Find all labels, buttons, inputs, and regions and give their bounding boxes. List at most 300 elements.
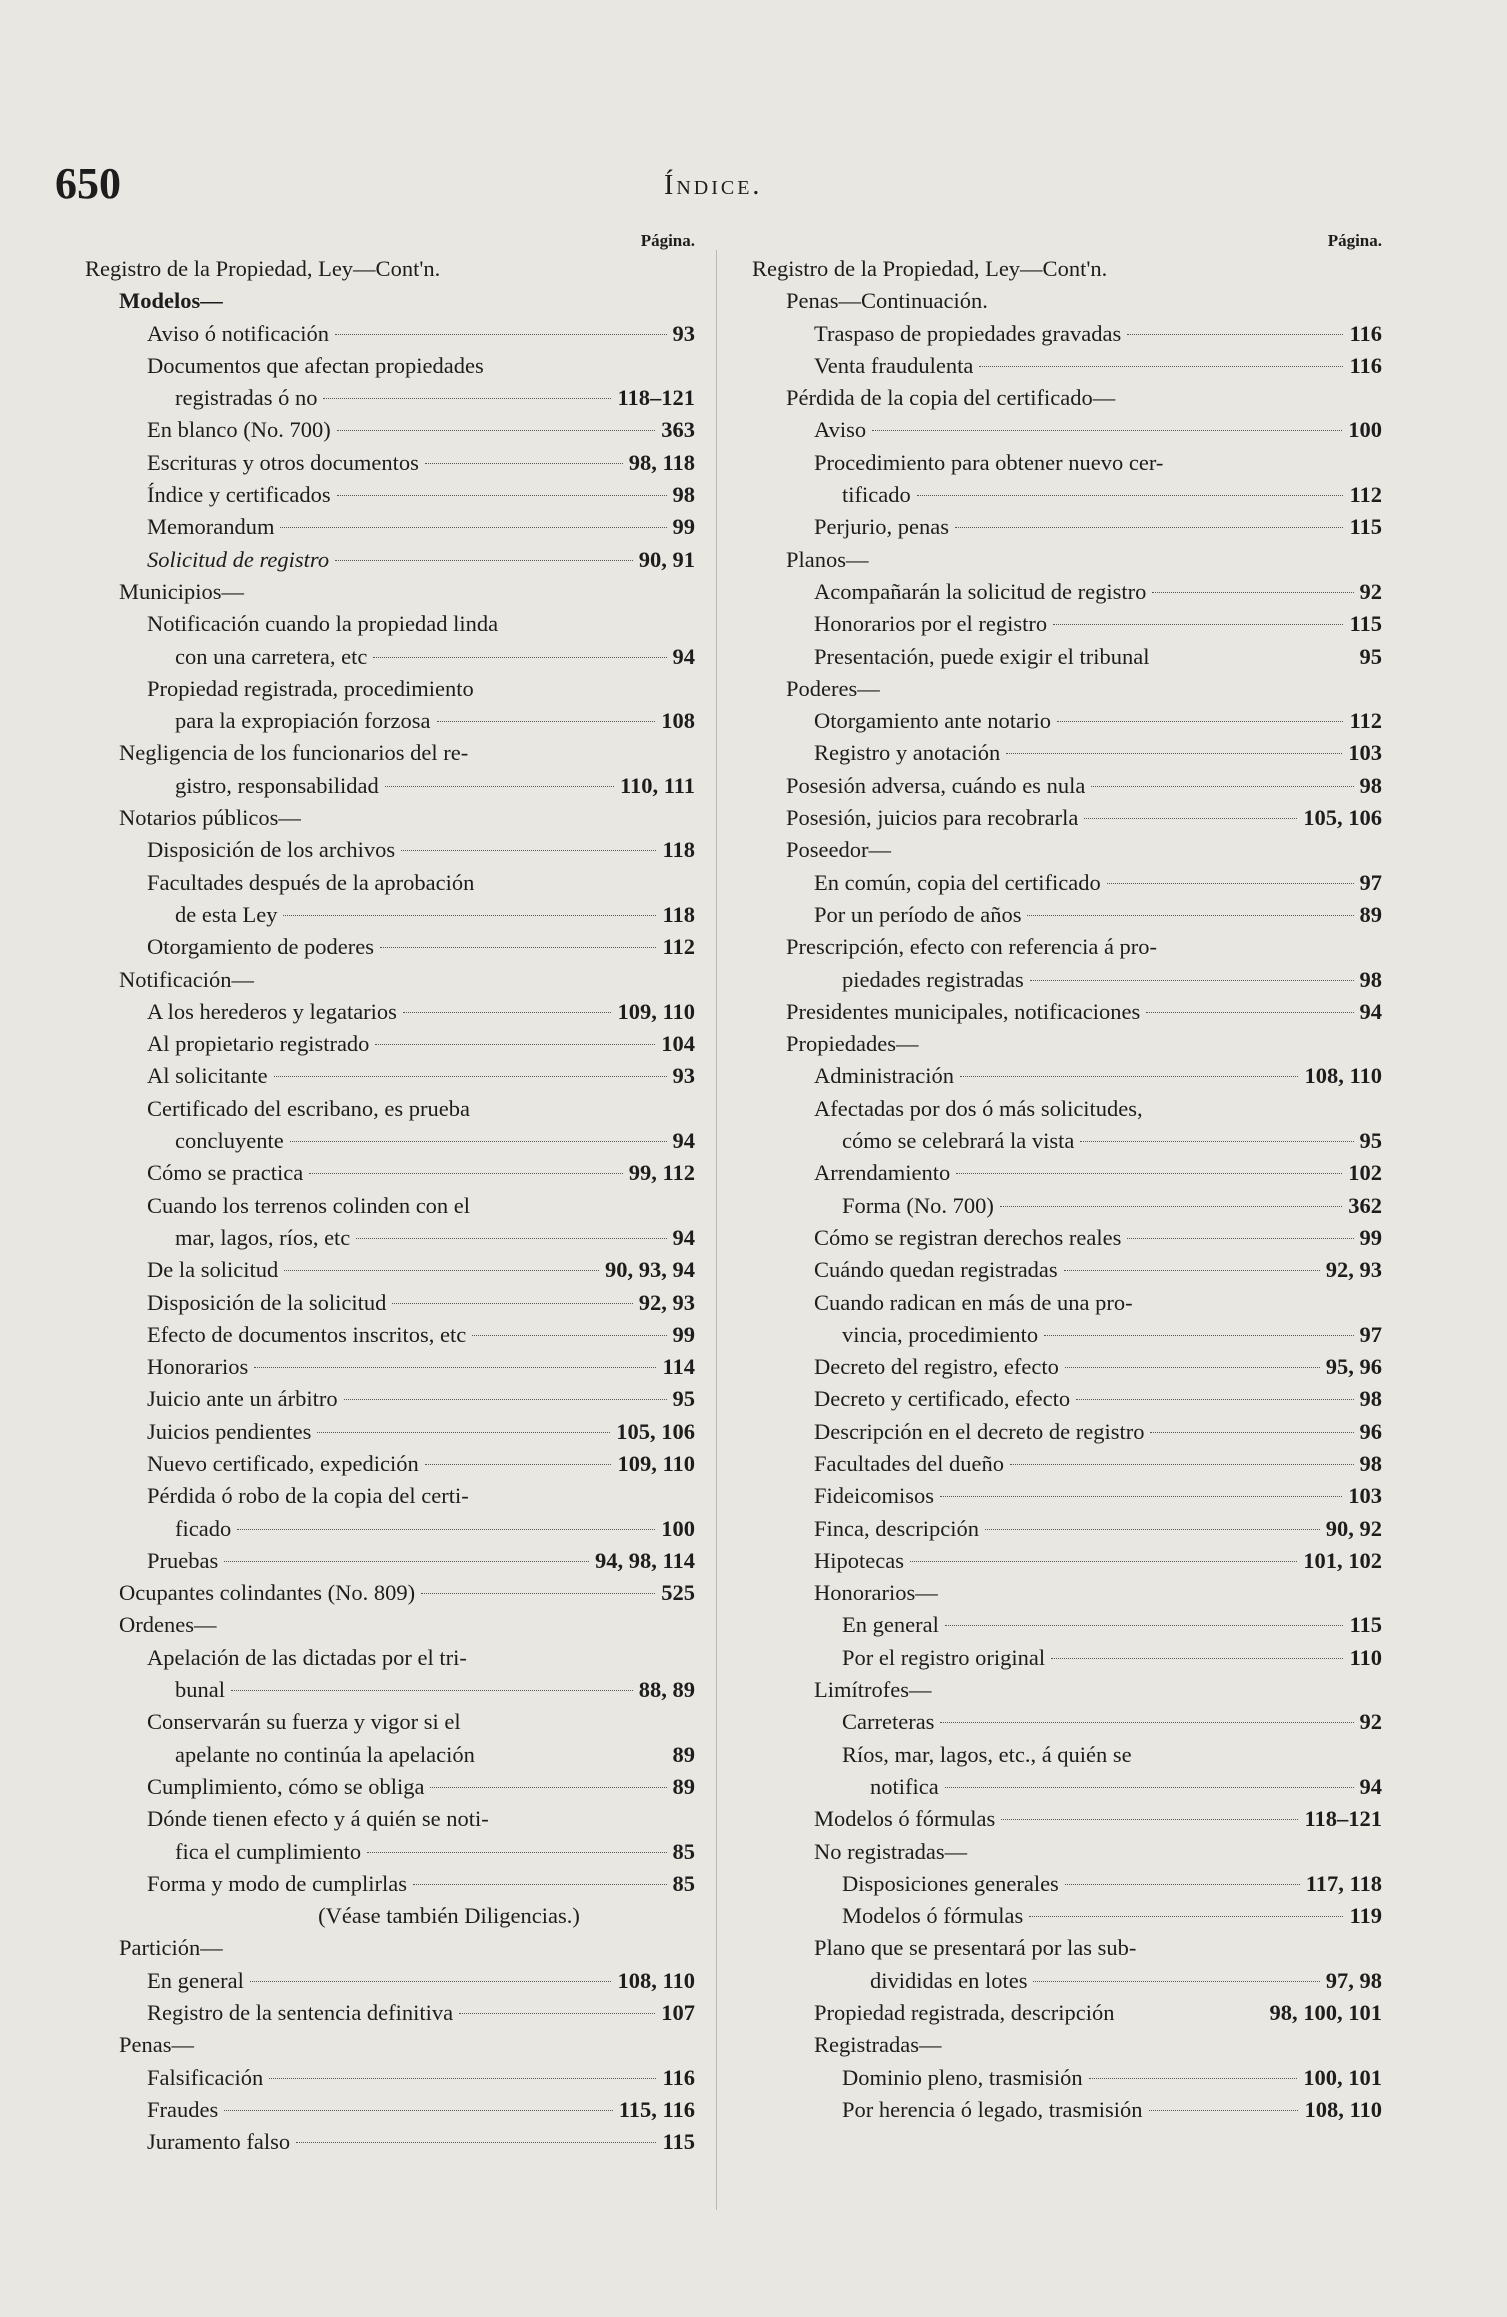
index-entry-pages: 101, 102 (1303, 1547, 1382, 1573)
dot-leader (284, 1270, 599, 1271)
index-entry (752, 1609, 1382, 1641)
dot-leader (1000, 1206, 1342, 1207)
index-entry (85, 1997, 695, 2029)
dot-leader (1064, 1270, 1320, 1271)
index-entry-pages: 90, 92 (1325, 1515, 1382, 1541)
dot-leader (979, 366, 1343, 367)
index-entry (752, 996, 1382, 1028)
dot-leader (956, 1173, 1342, 1174)
index-entry-text: Negligencia de los funcionarios del re- (119, 740, 469, 766)
index-entry-pages: 108, 110 (1304, 1063, 1382, 1089)
index-entry (752, 899, 1382, 931)
dot-leader (430, 1787, 666, 1788)
index-entry-pages: 108 (661, 708, 695, 734)
dot-leader (945, 1787, 1354, 1788)
index-entry-pages: 97 (1359, 1321, 1382, 1347)
dot-leader (337, 430, 656, 431)
index-entry-text: Otorgamiento ante notario (814, 708, 1052, 734)
index-entry-text: Modelos ó fórmulas (814, 1806, 996, 1832)
index-entry (752, 1319, 1382, 1351)
index-entry (85, 1836, 695, 1868)
index-entry (752, 318, 1382, 350)
index-entry-pages: 98, 100, 101 (1269, 2000, 1382, 2026)
dot-leader (335, 334, 666, 335)
index-entry (85, 285, 695, 317)
index-entry-pages: 110 (1349, 1644, 1382, 1670)
index-entry (85, 1480, 695, 1512)
dot-leader (237, 1529, 655, 1530)
index-entry-pages: 112 (1349, 708, 1382, 734)
dot-leader (1089, 2078, 1298, 2079)
index-entry-text: Fraudes (147, 2096, 219, 2122)
dot-leader (1010, 1464, 1354, 1465)
index-entry (752, 1093, 1382, 1125)
dot-leader (1076, 1399, 1353, 1400)
dot-leader (1065, 1884, 1300, 1885)
index-entries-left (85, 253, 695, 2159)
dot-leader (269, 2078, 656, 2079)
index-entry (85, 1965, 695, 1997)
index-entry-pages: 105, 106 (1303, 805, 1382, 831)
index-entry-pages: 85 (672, 1870, 695, 1896)
index-entry-pages: 116 (662, 2064, 695, 2090)
index-entry-text: Certificado del escribano, es prueba (147, 1095, 470, 1121)
index-entry (752, 1125, 1382, 1157)
index-entry-pages: 88, 89 (638, 1677, 695, 1703)
index-entry-pages: 108, 110 (1304, 2096, 1382, 2122)
index-entry-text: Efecto de documentos inscritos, etc (147, 1321, 467, 1347)
index-entry (85, 544, 695, 576)
index-entry-text: Por un período de años (814, 901, 1022, 927)
index-entry-pages: 92 (1359, 1709, 1382, 1735)
index-entry (85, 1383, 695, 1415)
index-entry (85, 1739, 695, 1771)
index-entry (752, 770, 1382, 802)
index-entry (85, 996, 695, 1028)
index-entry-text: Penas— (119, 2032, 194, 2058)
index-entry (85, 673, 695, 705)
index-entry (85, 2029, 695, 2061)
index-entry-pages: 94 (1359, 1773, 1382, 1799)
index-entry (752, 576, 1382, 608)
index-entry-pages: 94 (1359, 998, 1382, 1024)
index-entry-pages: 95, 96 (1325, 1354, 1382, 1380)
index-entry-text: Descripción en el decreto de registro (814, 1418, 1145, 1444)
index-entry-text: Presentación, puede exigir el tribunal (814, 643, 1150, 669)
index-entry (752, 350, 1382, 382)
index-entry-text: piedades registradas (842, 966, 1024, 992)
dot-leader (1127, 334, 1343, 335)
dot-leader (296, 2142, 656, 2143)
dot-leader (960, 1076, 1299, 1077)
index-entry (85, 2094, 695, 2126)
index-entry-pages: 104 (661, 1031, 695, 1057)
index-entry-text: En general (842, 1612, 939, 1638)
index-entry (752, 2062, 1382, 2094)
dot-leader (940, 1722, 1353, 1723)
index-entry-text: Índice y certificados (147, 482, 331, 508)
index-entry (85, 1674, 695, 1706)
index-entry-text: registradas ó no (175, 385, 318, 411)
dot-leader (1065, 1367, 1320, 1368)
index-entry-text: Nuevo certificado, expedición (147, 1450, 419, 1476)
index-entry (85, 1157, 695, 1189)
dot-leader (1127, 1238, 1353, 1239)
index-entry-pages: 85 (672, 1838, 695, 1864)
index-entry (752, 1383, 1382, 1415)
index-entry-text: A los herederos y legatarios (147, 998, 397, 1024)
index-entry-pages: 99 (672, 514, 695, 540)
dot-leader (1027, 915, 1353, 916)
index-entry-text: Partición— (119, 1935, 223, 1961)
dot-leader (1051, 1658, 1343, 1659)
index-entry-text: Cuando radican en más de una pro- (814, 1289, 1133, 1315)
index-entry-text: Propiedad registrada, procedimiento (147, 675, 474, 701)
index-entry-pages: 98 (1359, 1450, 1382, 1476)
dot-leader (224, 1561, 589, 1562)
dot-leader (1001, 1819, 1298, 1820)
index-entry (85, 1545, 695, 1577)
index-entry (85, 253, 695, 285)
index-entry-pages: 96 (1359, 1418, 1382, 1444)
index-entry (752, 2029, 1382, 2061)
index-entry (752, 1868, 1382, 1900)
dot-leader (274, 1076, 667, 1077)
index-entry (752, 1513, 1382, 1545)
index-entry (85, 350, 695, 382)
index-entry-pages: 116 (1349, 320, 1382, 346)
index-entry-text: Dominio pleno, trasmisión (842, 2064, 1083, 2090)
index-entry (85, 1771, 695, 1803)
dot-leader (283, 915, 656, 916)
index-entry-text: Solicitud de registro (147, 546, 330, 572)
index-entries-right (752, 253, 1382, 2126)
index-entry-text: Juicio ante un árbitro (147, 1386, 338, 1412)
dot-leader (290, 1141, 667, 1142)
index-entry-pages: 92 (1359, 578, 1382, 604)
index-entry (752, 1739, 1382, 1771)
page-column-header: Página. (640, 231, 695, 250)
dot-leader (1152, 592, 1353, 593)
dot-leader (985, 1529, 1320, 1530)
dot-leader (1006, 753, 1342, 754)
dot-leader (231, 1690, 633, 1691)
index-entry-text: De la solicitud (147, 1257, 279, 1283)
index-entry (752, 511, 1382, 543)
index-entry-text: Conservarán su fuerza y vigor si el (147, 1709, 461, 1735)
index-entry (85, 867, 695, 899)
index-entry-pages: 362 (1348, 1192, 1382, 1218)
index-entry-text: Pruebas (147, 1547, 219, 1573)
index-entry-text: Cuándo quedan registradas (814, 1257, 1058, 1283)
index-entry-pages: 109, 110 (617, 998, 695, 1024)
index-entry (85, 608, 695, 640)
index-entry-text: vincia, procedimiento (842, 1321, 1039, 1347)
index-entry (85, 382, 695, 414)
index-entry (85, 318, 695, 350)
index-entry-pages: 103 (1348, 1483, 1382, 1509)
index-entry (85, 1125, 695, 1157)
index-entry (85, 1609, 695, 1641)
dot-leader (1030, 980, 1354, 981)
index-entry (752, 479, 1382, 511)
dot-leader (1029, 1916, 1343, 1917)
dot-leader (280, 527, 666, 528)
index-entry-text: Honorarios (147, 1354, 249, 1380)
index-entry (85, 1093, 695, 1125)
index-entry-text: divididas en lotes (870, 1967, 1028, 1993)
dot-leader (367, 1852, 666, 1853)
index-entry-text: Limítrofes— (814, 1677, 932, 1703)
dot-leader (254, 1367, 656, 1368)
index-entry-text: gistro, responsabilidad (175, 772, 379, 798)
index-entry-pages: 95 (1359, 643, 1382, 669)
index-entry (85, 1190, 695, 1222)
index-entry-text: Pérdida ó robo de la copia del certi- (147, 1483, 469, 1509)
index-entry-pages: 115 (1349, 514, 1382, 540)
index-entry-pages: 94 (672, 643, 695, 669)
index-entry (85, 1351, 695, 1383)
dot-leader (872, 430, 1342, 431)
index-entry (85, 1222, 695, 1254)
index-entry-text: Carreteras (842, 1709, 935, 1735)
index-entry-pages: 100 (1348, 417, 1382, 443)
index-entry-pages: 119 (1349, 1903, 1382, 1929)
index-entry-pages: 109, 110 (617, 1450, 695, 1476)
index-entry (85, 1416, 695, 1448)
index-entry-text: para la expropiación forzosa (175, 708, 431, 734)
dot-leader (403, 1012, 612, 1013)
dot-leader (317, 1432, 610, 1433)
index-entry-text: Por el registro original (842, 1644, 1046, 1670)
page-column-header: Página. (1327, 231, 1382, 250)
index-entry-text: Memorandum (147, 514, 275, 540)
index-entry-text: Documentos que afectan propiedades (147, 352, 484, 378)
dot-leader (481, 1755, 667, 1756)
index-entry (752, 1287, 1382, 1319)
index-entry (752, 1803, 1382, 1835)
index-entry-text: Poderes— (786, 675, 880, 701)
dot-leader (1084, 818, 1297, 819)
index-entry (752, 1997, 1382, 2029)
dot-leader (472, 1335, 666, 1336)
index-entry-text: Honorarios— (814, 1580, 938, 1606)
dot-leader (425, 463, 623, 464)
index-entry-pages: 525 (661, 1580, 695, 1606)
index-entry-pages: 90, 93, 94 (605, 1257, 695, 1283)
page-title: Índice. (664, 170, 763, 201)
index-entry (752, 253, 1382, 285)
index-entry-pages: 93 (672, 1063, 695, 1089)
index-entry-text: Facultades después de la aprobación (147, 869, 475, 895)
index-entry (85, 705, 695, 737)
dot-leader (337, 495, 667, 496)
index-entry (752, 802, 1382, 834)
index-entry-text: Modelos ó fórmulas (842, 1903, 1024, 1929)
index-entry-pages: 95 (1359, 1128, 1382, 1154)
index-column-left (85, 228, 695, 2159)
index-entry (752, 641, 1382, 673)
index-entry-text: de esta Ley (175, 901, 278, 927)
index-entry-text: Fideicomisos (814, 1483, 935, 1509)
index-entry (85, 1577, 695, 1609)
index-entry-text: Posesión adversa, cuándo es nula (786, 772, 1086, 798)
index-entry-text: Al propietario registrado (147, 1031, 370, 1057)
index-entry (752, 1674, 1382, 1706)
index-entry-text: Pérdida de la copia del certificado— (786, 385, 1116, 411)
index-entry-text: Ocupantes colindantes (No. 809) (119, 1580, 416, 1606)
index-entry-text: Procedimiento para obtener nuevo cer- (814, 449, 1164, 475)
index-entry-pages: 99, 112 (628, 1160, 695, 1186)
index-entry (85, 931, 695, 963)
index-entry-pages: 89 (1359, 901, 1382, 927)
index-entry (85, 1900, 695, 1932)
index-entry-text: Registro y anotación (814, 740, 1001, 766)
index-entry-text: Municipios— (119, 578, 245, 604)
index-entry-text: Aviso ó notificación (147, 320, 330, 346)
index-entry (752, 705, 1382, 737)
index-entry-pages: 93 (672, 320, 695, 346)
dot-leader (380, 947, 656, 948)
index-entry-text: Forma y modo de cumplirlas (147, 1870, 407, 1896)
index-entry-text: mar, lagos, ríos, etc (175, 1224, 351, 1250)
index-entry-text: bunal (175, 1677, 225, 1703)
dot-leader (910, 1561, 1297, 1562)
index-entry-pages: 97 (1359, 869, 1382, 895)
index-entry (85, 1932, 695, 1964)
index-entry-pages: 99 (672, 1321, 695, 1347)
index-entry (85, 479, 695, 511)
index-entry (85, 899, 695, 931)
dot-leader (344, 1399, 667, 1400)
index-entry-pages: 117, 118 (1305, 1870, 1382, 1896)
dot-leader (1107, 883, 1354, 884)
index-entry (85, 1706, 695, 1738)
index-entry-text: Perjurio, penas (814, 514, 949, 540)
dot-leader (335, 560, 633, 561)
index-entry-text: Poseedor— (786, 837, 891, 863)
index-entry (85, 1448, 695, 1480)
index-entry (85, 1642, 695, 1674)
index-column-right (752, 228, 1382, 2126)
index-entry (85, 414, 695, 446)
index-entry (752, 1771, 1382, 1803)
dot-leader (1121, 2013, 1264, 2014)
index-entry-text: Modelos— (119, 288, 223, 314)
index-entry (752, 867, 1382, 899)
index-entry (85, 1254, 695, 1286)
index-entry (85, 576, 695, 608)
index-entry-text: Hipotecas (814, 1547, 904, 1573)
index-entry (752, 544, 1382, 576)
index-entry (85, 770, 695, 802)
dot-leader (459, 2013, 655, 2014)
index-entry (752, 382, 1382, 414)
index-entry (752, 1157, 1382, 1189)
index-entry-text: fica el cumplimiento (175, 1838, 362, 1864)
index-entry-text: Disposición de los archivos (147, 837, 396, 863)
dot-leader (250, 1981, 612, 1982)
index-entry-pages: 98, 118 (628, 449, 695, 475)
index-entry-pages: 99 (1359, 1224, 1382, 1250)
index-entry-pages: 102 (1348, 1160, 1382, 1186)
dot-leader (1156, 657, 1354, 658)
dot-leader (1080, 1141, 1353, 1142)
index-entry-pages: 115 (1349, 1612, 1382, 1638)
index-entry (752, 1028, 1382, 1060)
index-entry-text: Apelación de las dictadas por el tri- (147, 1644, 467, 1670)
dot-leader (955, 527, 1344, 528)
index-entry-pages: 112 (1349, 482, 1382, 508)
index-entry-text: Cuando los terrenos colinden con el (147, 1192, 471, 1218)
dot-leader (401, 850, 656, 851)
index-entry-text: Notificación— (119, 966, 254, 992)
index-entry-text: Disposiciones generales (842, 1870, 1059, 1896)
index-entry-pages: 118 (662, 901, 695, 927)
index-entry-pages: 116 (1349, 352, 1382, 378)
index-entry-text: ficado (175, 1515, 232, 1541)
index-entry-pages: 98 (1359, 772, 1382, 798)
index-entry-text: Notificación cuando la propiedad linda (147, 611, 499, 637)
page-number: 650 (55, 159, 121, 208)
index-entry-text: Escrituras y otros documentos (147, 449, 419, 475)
index-entry (752, 1448, 1382, 1480)
index-entry-pages: 115 (662, 2129, 695, 2155)
index-entry-text: Arrendamiento (814, 1160, 951, 1186)
index-entry-text: Al solicitante (147, 1063, 268, 1089)
index-entry (752, 608, 1382, 640)
index-entry (752, 1351, 1382, 1383)
index-entry-text: Registro de la Propiedad, Ley—Cont'n. (752, 256, 1108, 281)
index-entry-text: En blanco (No. 700) (147, 417, 331, 443)
index-entry (85, 1513, 695, 1545)
index-entry (752, 1416, 1382, 1448)
index-entry (752, 1642, 1382, 1674)
index-entry-text: Dónde tienen efecto y á quién se noti- (147, 1806, 489, 1832)
dot-leader (437, 721, 656, 722)
dot-leader (1033, 1981, 1319, 1982)
index-entry-text: Decreto del registro, efecto (814, 1354, 1059, 1380)
dot-leader (1053, 624, 1343, 625)
index-entry-text: Falsificación (147, 2064, 264, 2090)
index-entry (752, 2094, 1382, 2126)
index-entry-text: Plano que se presentará por las sub- (814, 1935, 1137, 1961)
index-entry-text: Decreto y certificado, efecto (814, 1386, 1071, 1412)
index-entry-text: cómo se celebrará la vista (842, 1128, 1075, 1154)
index-entry-text: Administración (814, 1063, 954, 1089)
index-entry-pages: 115 (1349, 611, 1382, 637)
index-entry-pages: 107 (661, 2000, 695, 2026)
index-entry (752, 673, 1382, 705)
index-entry-text: Forma (No. 700) (842, 1192, 994, 1218)
index-entry (85, 1060, 695, 1092)
index-entry-text: No registradas— (814, 1838, 968, 1864)
index-entry-pages: 112 (662, 934, 695, 960)
index-entry (85, 834, 695, 866)
index-entry (752, 1060, 1382, 1092)
index-entry (752, 1932, 1382, 1964)
index-entry-pages: 95 (672, 1386, 695, 1412)
index-entry (752, 1577, 1382, 1609)
index-entry (752, 1545, 1382, 1577)
index-entry (85, 802, 695, 834)
index-entry-pages: 98 (1359, 1386, 1382, 1412)
index-entry-pages: 363 (661, 417, 695, 443)
index-entry-pages: 103 (1348, 740, 1382, 766)
index-entry (752, 834, 1382, 866)
index-entry-text: Cumplimiento, cómo se obliga (147, 1773, 425, 1799)
index-entry-text: En general (147, 1967, 244, 1993)
